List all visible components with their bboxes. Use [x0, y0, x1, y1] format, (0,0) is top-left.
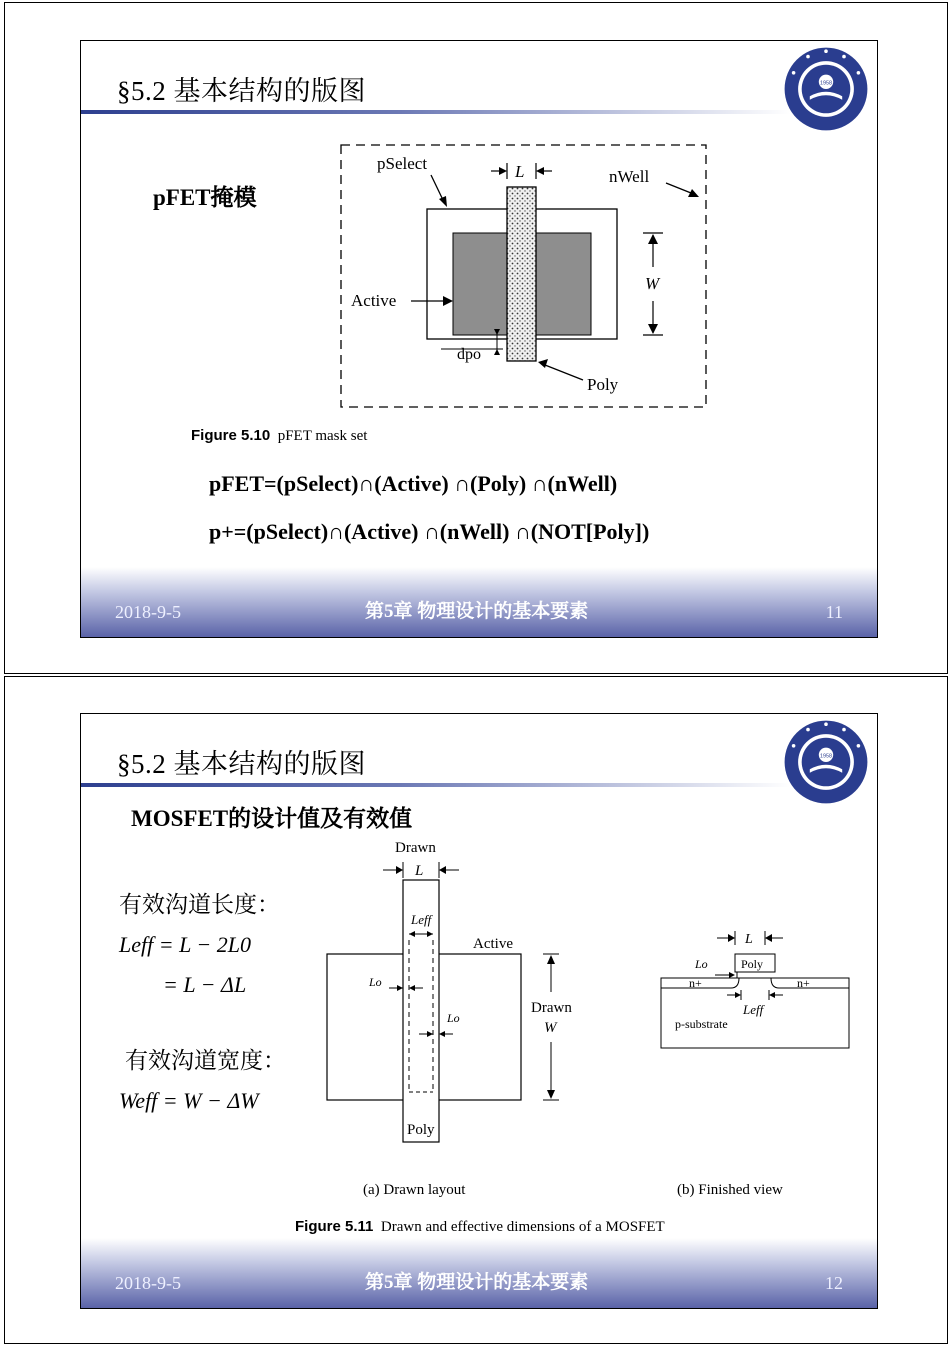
eff-length-formula-1: Leff = L − 2L0 — [119, 932, 251, 957]
university-logo-icon — [781, 44, 871, 134]
eff-width-formula: Weff = W − ΔW — [119, 1088, 259, 1113]
footer-page-number: 12 — [825, 1273, 843, 1293]
document-page-2 — [4, 676, 948, 1344]
figure-label: Figure 5.11 — [295, 1218, 374, 1235]
lo-label-2: Lo — [447, 1011, 460, 1025]
university-logo-icon — [781, 717, 871, 807]
slide-footer — [81, 1238, 877, 1308]
slide-title: §5.2 基本结构的版图 — [117, 749, 366, 779]
drawn-layout-diagram — [319, 836, 579, 1166]
drawn-w-label: Drawn — [531, 1000, 572, 1016]
section-heading: pFET掩模 — [153, 185, 257, 210]
l-label: L — [745, 932, 753, 947]
title-underline — [81, 783, 791, 787]
figure-caption-text: pFET mask set — [277, 428, 368, 444]
pfet-mask-diagram — [331, 137, 721, 422]
eff-length-label: 有效沟道长度： — [119, 892, 280, 917]
poly-label: Poly — [587, 375, 619, 394]
w-label: W — [645, 274, 660, 293]
figure-caption — [191, 427, 367, 445]
n-plus-right: n+ — [797, 976, 810, 990]
document-page-1 — [4, 2, 948, 674]
footer-chapter: 第5章 物理设计的基本要素 — [365, 1272, 589, 1293]
formula-pfet: pFET=(pSelect)∩(Active) ∩(Poly) ∩(nWell) — [209, 471, 618, 496]
eff-width-label: 有效沟道宽度： — [125, 1048, 286, 1073]
drawn-label: Drawn — [395, 840, 436, 856]
title-underline — [81, 110, 791, 114]
l-label: L — [515, 162, 525, 181]
figure-caption-text: Drawn and effective dimensions of a MOSFET — [380, 1219, 665, 1235]
svg-text:1958: 1958 — [820, 753, 832, 760]
l-label: L — [415, 863, 424, 879]
p-substrate-label: p-substrate — [675, 1017, 728, 1031]
eff-length-formula-2: = L − ΔL — [163, 972, 247, 997]
footer-date: 2018-9-5 — [115, 1273, 181, 1293]
footer-chapter: 第5章 物理设计的基本要素 — [365, 601, 589, 622]
svg-text:1958: 1958 — [820, 80, 832, 87]
slide-12 — [80, 713, 878, 1309]
nwell-label: nWell — [609, 167, 650, 186]
active-label: Active — [473, 936, 513, 952]
poly-label: Poly — [741, 957, 764, 971]
slide-title: §5.2 基本结构的版图 — [117, 76, 366, 106]
footer-date: 2018-9-5 — [115, 602, 181, 622]
caption-b: (b) Finished view — [677, 1182, 783, 1198]
slide-11 — [80, 40, 878, 638]
dpo-label: dpo — [457, 346, 481, 363]
formula-p-plus: p+=(pSelect)∩(Active) ∩(nWell) ∩(NOT[Poly]) — [209, 519, 650, 544]
caption-a: (a) Drawn layout — [363, 1182, 466, 1198]
w-label: W — [544, 1020, 557, 1036]
pselect-label: pSelect — [377, 154, 428, 173]
n-plus-left: n+ — [689, 976, 702, 990]
active-label: Active — [351, 291, 397, 310]
figure-label: Figure 5.10 — [191, 427, 271, 444]
slide-footer — [81, 567, 877, 637]
section-heading: MOSFET的设计值及有效值 — [131, 806, 413, 831]
poly-label: Poly — [407, 1122, 435, 1138]
lo-label-1: Lo — [369, 975, 382, 989]
figure-caption — [295, 1218, 665, 1236]
poly-gate — [507, 187, 536, 361]
finished-view-diagram — [655, 928, 855, 1058]
footer-page-number: 11 — [825, 602, 843, 622]
lo-label: Lo — [695, 957, 708, 971]
leff-label: Leff — [411, 912, 432, 927]
leff-label: Leff — [743, 1002, 764, 1017]
